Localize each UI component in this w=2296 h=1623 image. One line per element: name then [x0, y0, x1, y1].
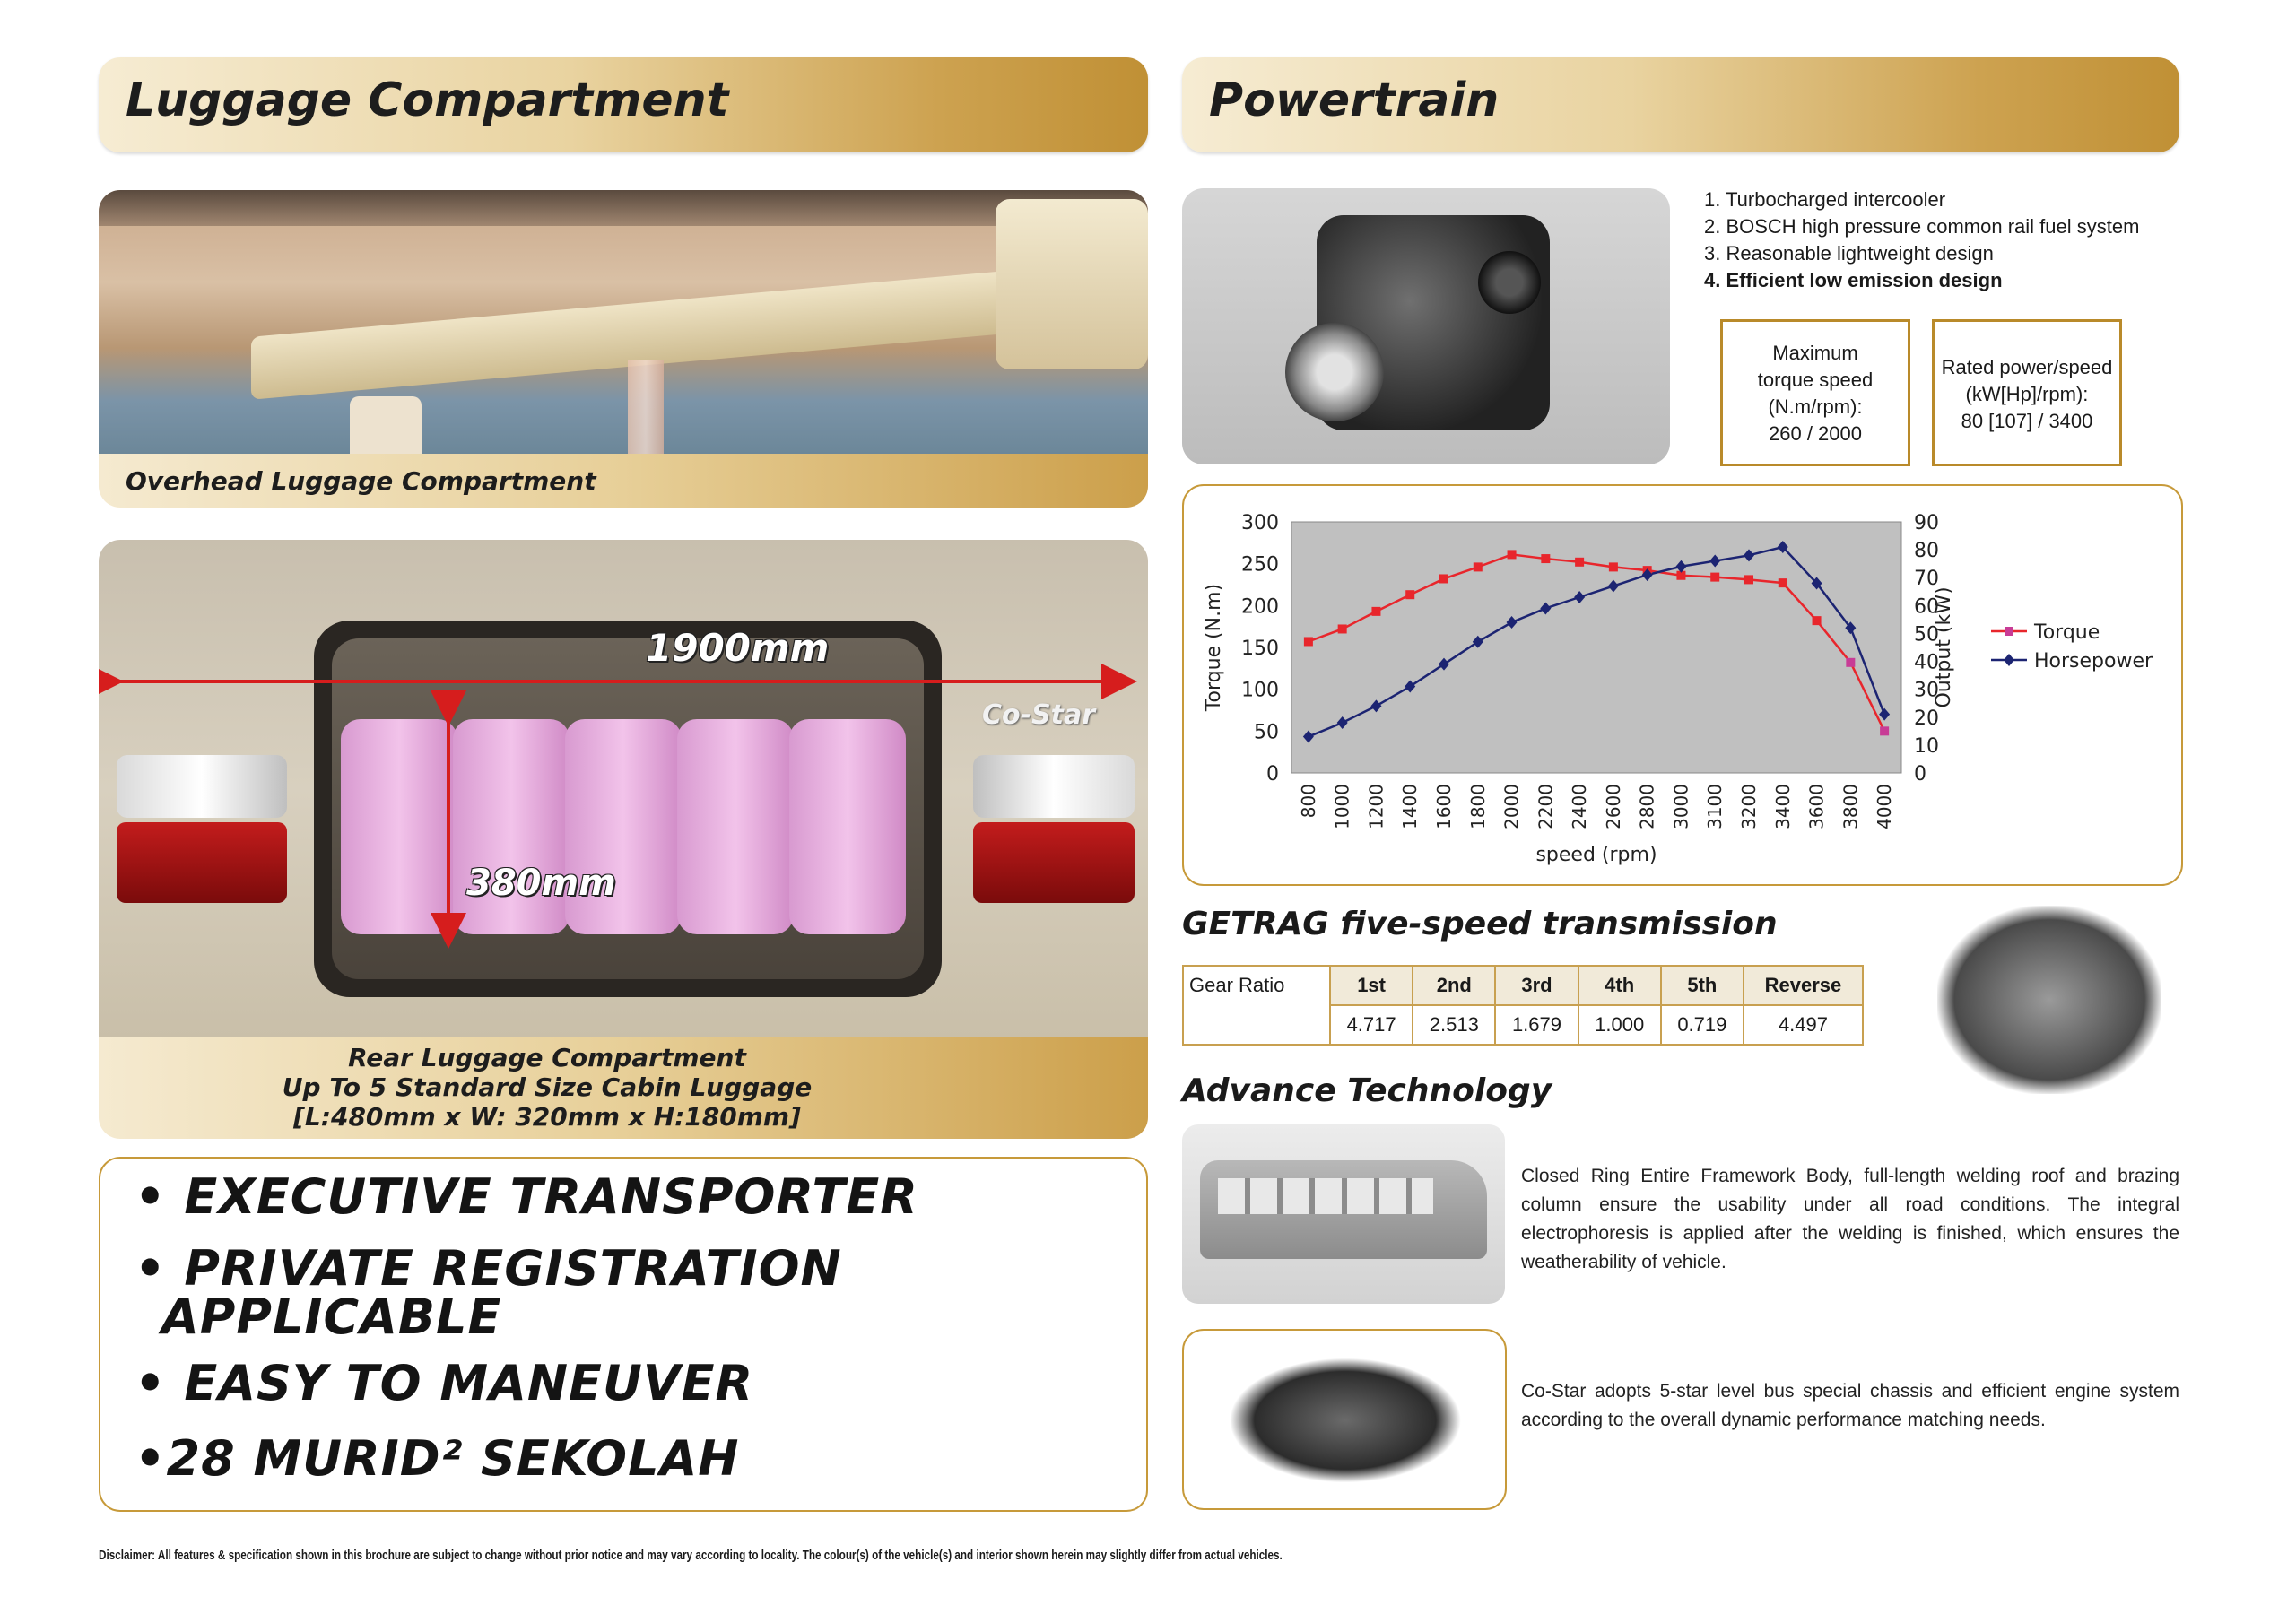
ratio-3rd: 1.679 — [1495, 1005, 1578, 1045]
rated-power-box: Rated power/speed (kW[Hp]/rpm): 80 [107] / 3400 — [1932, 319, 2122, 466]
x-tick-label: 2200 — [1535, 784, 1557, 829]
y-right-tick-label: 40 — [1914, 651, 1939, 674]
x-tick-label: 1000 — [1331, 784, 1353, 829]
y-left-tick-label: 100 — [1241, 679, 1279, 702]
chassis-photo — [1229, 1358, 1462, 1483]
rear-caption: Rear Luggage Compartment Up To 5 Standard Size Cabin Luggage [L:480mm x W: 320mm x H:180mm] — [282, 1043, 813, 1132]
ratio-2nd: 2.513 — [1413, 1005, 1495, 1045]
feature-2: 2. BOSCH high pressure common rail fuel system — [1704, 215, 2140, 238]
body-framework-text: Closed Ring Entire Framework Body, full-length welding roof and brazing column ensure the usability under all road conditions. The integral electrophoresis is applied after the welding is finished, which ensures the weatherability of vehicle. — [1521, 1166, 2179, 1272]
point-torque — [1304, 637, 1313, 646]
chassis-box — [1182, 1329, 1507, 1510]
y-left-tick-label: 0 — [1266, 763, 1279, 785]
disclaimer: Disclaimer: All features & specification shown in this brochure are subject to change without prior notice and may vary according to locality. The colour(s) of the vehicle(s) and interior shown herein may slightly differ from actual vehicles. — [99, 1548, 1283, 1563]
y-right-tick-label: 90 — [1914, 512, 1939, 534]
point-torque — [1744, 575, 1753, 584]
highlight-school: •28 MURID² SEKOLAH — [135, 1430, 740, 1487]
point-torque — [1439, 574, 1448, 583]
highlight-private-registration: • PRIVATE REGISTRATION — [135, 1240, 842, 1297]
point-torque — [1575, 558, 1584, 567]
gear-ratio-table — [1182, 965, 1864, 1046]
width-dimension-label: 1900mm — [646, 626, 830, 670]
x-tick-label: 1400 — [1399, 784, 1422, 829]
point-torque — [1710, 573, 1719, 582]
x-tick-label: 4000 — [1874, 784, 1896, 829]
rear-luggage-photo — [99, 540, 1148, 1037]
gear-reverse: Reverse — [1744, 966, 1863, 1005]
luggage-header — [99, 57, 1148, 152]
max-torque-box: Maximum torque speed (N.m/rpm): 260 / 2000 — [1720, 319, 1910, 466]
y-left-tick-label: 200 — [1241, 595, 1279, 619]
height-dimension-label: 380mm — [466, 863, 616, 904]
highlight-executive: • EXECUTIVE TRANSPORTER — [135, 1168, 918, 1225]
x-tick-label: 3800 — [1839, 784, 1862, 829]
gear-4th: 4th — [1578, 966, 1661, 1005]
feature-3: 3. Reasonable lightweight design — [1704, 242, 1994, 265]
co-star-badge: Co-Star — [982, 699, 1096, 731]
y-axis-left-label: Torque (N.m) — [1203, 583, 1225, 712]
legend-label: Horsepower — [2034, 650, 2153, 673]
point-torque — [1371, 607, 1380, 616]
highlight-maneuver: • EASY TO MANEUVER — [135, 1355, 754, 1411]
x-tick-label: 3000 — [1670, 784, 1692, 829]
y-right-tick-label: 60 — [1914, 595, 1939, 619]
plot-area — [1292, 522, 1901, 773]
y-left-tick-label: 150 — [1241, 638, 1279, 660]
x-tick-label: 2400 — [1569, 784, 1591, 829]
x-tick-label: 3100 — [1704, 784, 1726, 829]
body-frame-photo — [1182, 1124, 1505, 1304]
point-torque — [1609, 562, 1618, 571]
gear-3rd: 3rd — [1495, 966, 1578, 1005]
point-torque — [1541, 554, 1550, 563]
transmission-title: GETRAG five-speed transmission — [1182, 906, 1778, 942]
x-tick-label: 3600 — [1805, 784, 1828, 829]
gear-header-row — [1183, 966, 1863, 1005]
x-tick-label: 2800 — [1636, 784, 1658, 829]
highlight-applicable: APPLICABLE — [161, 1289, 502, 1345]
point-torque — [1813, 616, 1822, 625]
dimension-arrows — [99, 540, 1148, 1037]
point-torque — [1508, 550, 1517, 559]
y-right-tick-label: 0 — [1914, 763, 1926, 785]
feature-1: 1. Turbocharged intercooler — [1704, 188, 1946, 211]
point-torque — [1474, 562, 1483, 571]
point-torque — [1846, 658, 1855, 667]
y-left-tick-label: 300 — [1241, 512, 1279, 534]
point-torque — [1779, 578, 1787, 587]
chart-box — [1182, 484, 2183, 886]
powertrain-header — [1182, 57, 2179, 152]
ratio-reverse: 4.497 — [1744, 1005, 1863, 1045]
y-right-tick-label: 10 — [1914, 734, 1939, 758]
x-tick-label: 2000 — [1500, 784, 1523, 829]
gear-5th: 5th — [1661, 966, 1744, 1005]
overhead-caption-strip — [99, 454, 1148, 508]
x-tick-label: 1800 — [1466, 784, 1489, 829]
powertrain-title: Powertrain — [1209, 74, 1500, 127]
transmission-photo — [1937, 906, 2161, 1094]
rear-caption-strip — [99, 1037, 1148, 1139]
point-torque — [1338, 624, 1347, 633]
point-torque — [1405, 590, 1414, 599]
chassis-text: Co-Star adopts 5-star level bus special chassis and efficient engine system according to the overall dynamic performance matching needs. — [1521, 1381, 2179, 1430]
x-tick-label: 800 — [1297, 784, 1319, 819]
ratio-5th: 0.719 — [1661, 1005, 1744, 1045]
legend-marker — [2005, 627, 2013, 636]
y-left-tick-label: 50 — [1254, 721, 1279, 744]
gear-2nd: 2nd — [1413, 966, 1495, 1005]
feature-4: 4. Efficient low emission design — [1704, 269, 2003, 291]
legend-label: Torque — [2034, 621, 2100, 644]
x-tick-label: 1600 — [1433, 784, 1455, 829]
highlights-box — [99, 1157, 1148, 1512]
engine-photo — [1182, 188, 1670, 464]
rear-luggage-panel — [99, 540, 1148, 1139]
y-axis-right-label: Output (kW) — [1933, 586, 1955, 708]
gear-row-label: Gear Ratio — [1183, 966, 1330, 1045]
y-right-tick-label: 30 — [1914, 679, 1939, 702]
point-torque — [1880, 726, 1889, 735]
chart-legend — [1991, 621, 2153, 673]
torque-power-chart — [1184, 486, 2181, 884]
x-tick-label: 1200 — [1365, 784, 1387, 829]
y-right-tick-label: 70 — [1914, 568, 1939, 591]
ratio-1st: 4.717 — [1330, 1005, 1413, 1045]
x-tick-label: 3400 — [1771, 784, 1794, 829]
y-left-tick-label: 250 — [1241, 553, 1279, 577]
y-right-tick-label: 20 — [1914, 707, 1939, 730]
gear-1st: 1st — [1330, 966, 1413, 1005]
overhead-caption: Overhead Luggage Compartment — [126, 466, 596, 496]
technology-title: Advance Technology — [1182, 1072, 1552, 1109]
overhead-luggage-panel — [99, 190, 1148, 508]
x-axis-label: speed (rpm) — [1535, 844, 1657, 866]
ratio-4th: 1.000 — [1578, 1005, 1661, 1045]
y-right-tick-label: 50 — [1914, 623, 1939, 647]
luggage-title: Luggage Compartment — [126, 74, 729, 127]
x-tick-label: 3200 — [1738, 784, 1760, 829]
overhead-luggage-photo — [99, 190, 1148, 454]
x-tick-label: 2600 — [1602, 784, 1624, 829]
legend-marker — [2004, 654, 2014, 666]
y-right-tick-label: 80 — [1914, 540, 1939, 563]
